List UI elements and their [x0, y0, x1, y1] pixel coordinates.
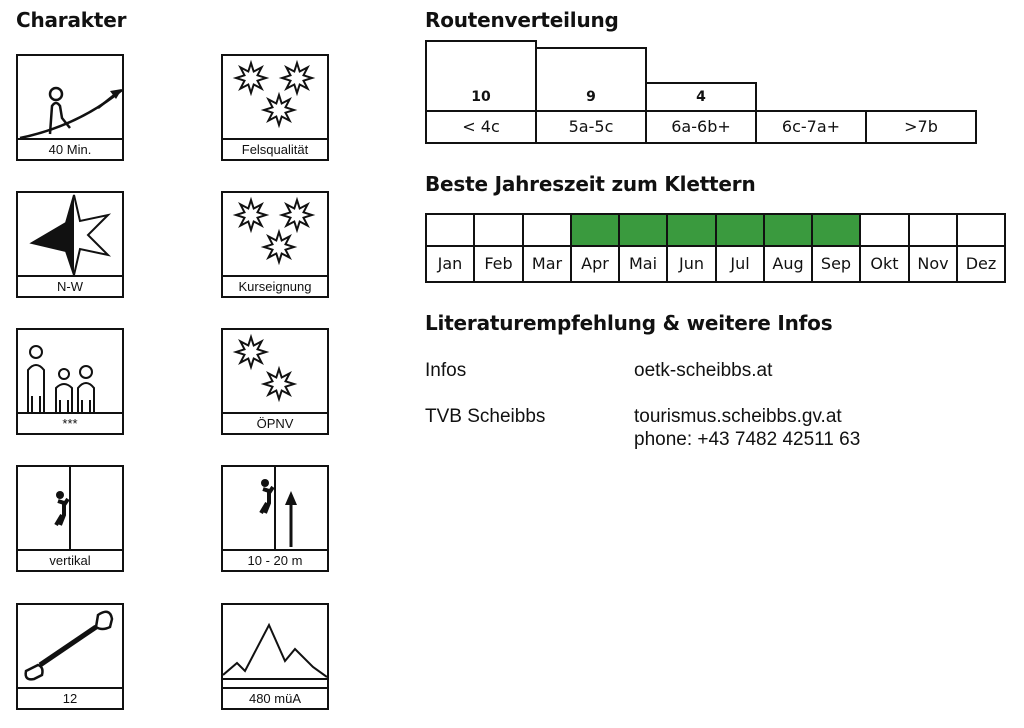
route-bar-value: 4 — [696, 89, 706, 105]
season-month-label: Okt — [859, 245, 910, 283]
season-month-label: Apr — [570, 245, 620, 283]
tile-caption: 40 Min. — [18, 138, 122, 159]
tile-caption: Kurseignung — [223, 275, 327, 296]
route-category: < 4c — [425, 110, 537, 144]
info-value-tvb: tourismus.scheibbs.gv.at phone: +43 7482 42511 63 — [634, 406, 861, 450]
star-icon — [282, 63, 312, 93]
season-month-label: Jul — [715, 245, 765, 283]
course-suitability-stars-icon — [223, 193, 327, 277]
season-month-label: Feb — [473, 245, 524, 283]
route-category: >7b — [865, 110, 977, 144]
star-icon — [264, 232, 294, 262]
section-title-charakter: Charakter — [16, 8, 127, 32]
season-month-indicator — [425, 213, 475, 247]
season-month-indicator — [666, 213, 717, 247]
route-category: 6a-6b+ — [645, 110, 757, 144]
section-title-routenverteilung: Routenverteilung — [425, 8, 619, 32]
season-month-indicator — [908, 213, 958, 247]
tile-caption: ÖPNV — [223, 412, 327, 433]
season-month-indicator — [618, 213, 668, 247]
tile-orientation — [16, 191, 124, 298]
info-label-tvb: TVB Scheibbs — [425, 406, 546, 427]
tile-steepness — [16, 465, 124, 572]
tile-caption: vertikal — [18, 549, 122, 570]
info-label-infos: Infos — [425, 360, 467, 381]
tile-route-length — [221, 465, 329, 572]
route-category: 6c-7a+ — [755, 110, 867, 144]
tile-altitude — [221, 603, 329, 710]
season-month-label: Mar — [522, 245, 572, 283]
compass-orientation-icon — [18, 193, 122, 277]
tile-course-suitability — [221, 191, 329, 298]
season-month-indicator — [570, 213, 620, 247]
public-transport-stars-icon — [223, 330, 327, 414]
tile-caption: N-W — [18, 275, 122, 296]
mountain-altitude-icon — [223, 605, 327, 689]
star-icon — [282, 200, 312, 230]
rock-quality-stars-icon — [223, 56, 327, 140]
season-month-indicator — [956, 213, 1006, 247]
season-month-indicator — [859, 213, 910, 247]
tile-caption: *** — [18, 412, 122, 433]
star-icon — [236, 337, 266, 367]
tile-family — [16, 328, 124, 435]
section-title-jahreszeit: Beste Jahreszeit zum Klettern — [425, 172, 756, 196]
season-month-label: Aug — [763, 245, 813, 283]
season-month-label: Dez — [956, 245, 1006, 283]
tile-public-transport — [221, 328, 329, 435]
season-month-label: Nov — [908, 245, 958, 283]
quickdraw-icon — [18, 605, 122, 689]
season-month-indicator — [715, 213, 765, 247]
season-month-label: Mai — [618, 245, 668, 283]
vertical-wall-climber-icon — [18, 467, 122, 551]
season-month-indicator — [811, 213, 861, 247]
tile-rock-quality — [221, 54, 329, 161]
tile-caption: 10 - 20 m — [223, 549, 327, 570]
tile-approach — [16, 54, 124, 161]
tile-caption: 480 müA — [223, 687, 327, 708]
season-month-label: Jun — [666, 245, 717, 283]
star-icon — [264, 95, 294, 125]
season-month-label: Jan — [425, 245, 475, 283]
route-category: 5a-5c — [535, 110, 647, 144]
star-icon — [264, 369, 294, 399]
star-icon — [236, 200, 266, 230]
season-month-indicator — [522, 213, 572, 247]
tile-quickdraws — [16, 603, 124, 710]
tile-caption: 12 — [18, 687, 122, 708]
route-bar-value: 10 — [471, 89, 491, 105]
season-month-indicator — [763, 213, 813, 247]
route-length-climber-icon — [223, 467, 327, 551]
season-month-indicator — [473, 213, 524, 247]
star-icon — [236, 63, 266, 93]
tile-caption: Felsqualität — [223, 138, 327, 159]
section-title-literatur: Literaturempfehlung & weitere Infos — [425, 311, 833, 335]
approach-hiker-icon — [18, 56, 122, 140]
info-value-infos: oetk-scheibbs.at — [634, 360, 773, 381]
route-bar-value: 9 — [586, 89, 596, 105]
season-month-label: Sep — [811, 245, 861, 283]
family-friendly-icon — [18, 330, 122, 414]
